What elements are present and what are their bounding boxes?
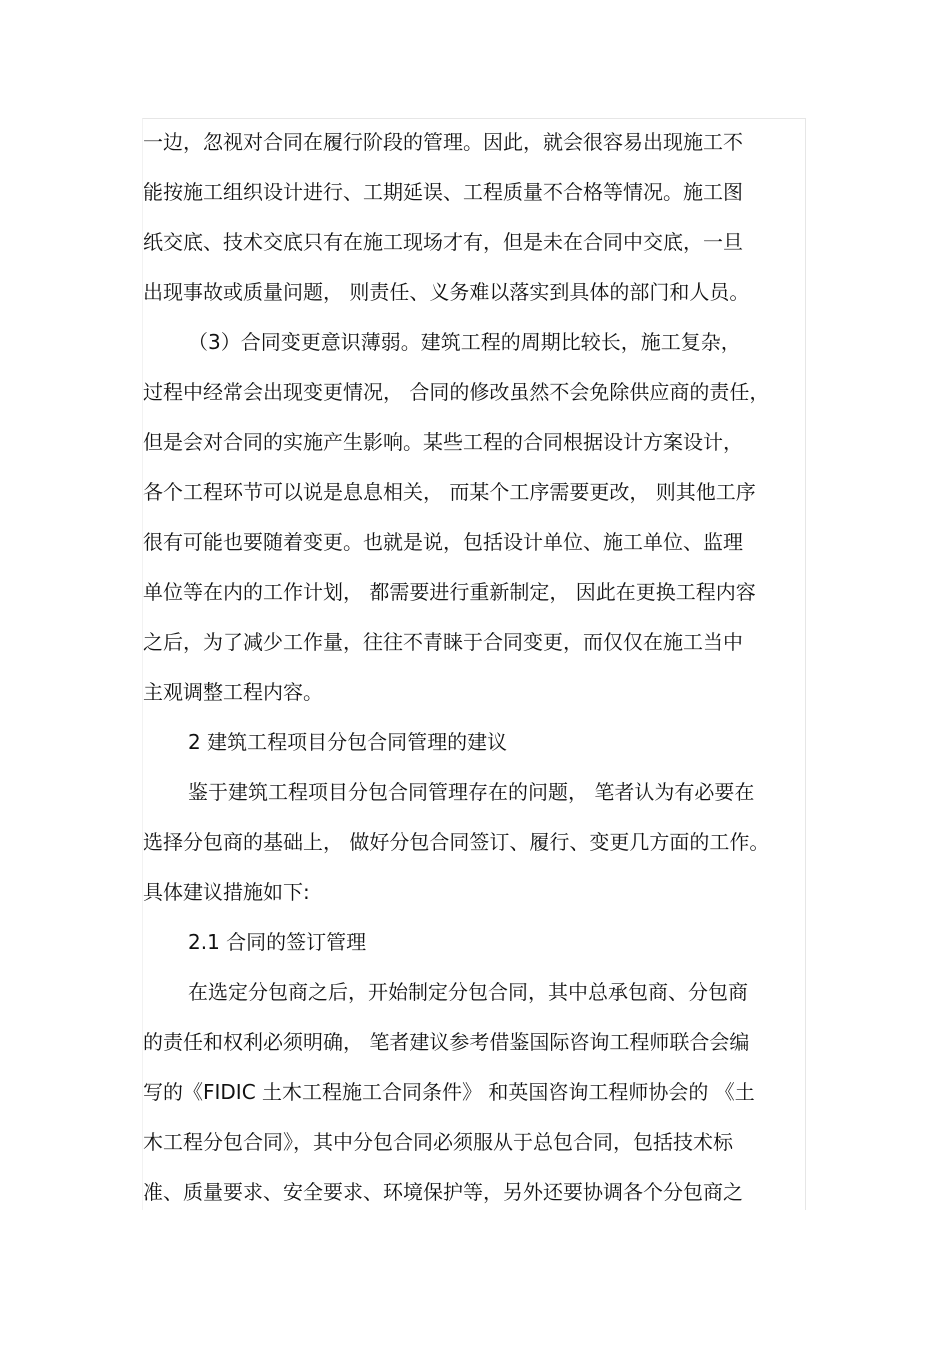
text-line: 很有可能也要随着变更。也就是说，包括设计单位、施工单位、监理: [143, 530, 743, 554]
text-line: 各个工程环节可以说是息息相关， 而某个工序需要更改， 则其他工序: [143, 480, 756, 504]
document-body: [143, 122, 808, 1222]
text-line: 准、质量要求、安全要求、环境保护等，另外还要协调各个分包商之: [143, 1180, 743, 1204]
text-line: 具体建议措施如下:: [143, 880, 310, 904]
text-line: 纸交底、技术交底只有在施工现场才有，但是未在合同中交底，一旦: [143, 230, 743, 254]
text-line: 过程中经常会出现变更情况， 合同的修改虽然不会免除供应商的责任，: [143, 380, 770, 404]
text-line: 的责任和权利必须明确， 笔者建议参考借鉴国际咨询工程师联合会编: [143, 1030, 750, 1054]
section-heading: 2 建筑工程项目分包合同管理的建议: [188, 730, 508, 754]
text-line: 写的《FIDIC 土木工程施工合同条件》 和英国咨询工程师协会的 《土: [143, 1080, 755, 1104]
subsection-heading: 2.1 合同的签订管理: [188, 930, 367, 954]
text-line: 单位等在内的工作计划， 都需要进行重新制定， 因此在更换工程内容: [143, 580, 756, 604]
text-line: 一边，忽视对合同在履行阶段的管理。因此，就会很容易出现施工不: [143, 130, 743, 154]
text-line: 之后，为了减少工作量，往往不青睐于合同变更，而仅仅在施工当中: [143, 630, 743, 654]
text-line: （3）合同变更意识薄弱。建筑工程的周期比较长，施工复杂，: [188, 330, 741, 354]
text-line: 鉴于建筑工程项目分包合同管理存在的问题， 笔者认为有必要在: [188, 780, 755, 804]
text-line: 在选定分包商之后，开始制定分包合同，其中总承包商、分包商: [188, 980, 748, 1004]
text-line: 选择分包商的基础上， 做好分包合同签订、履行、变更几方面的工作。: [143, 830, 770, 854]
text-line: 主观调整工程内容。: [143, 680, 323, 704]
text-line: 但是会对合同的实施产生影响。某些工程的合同根据设计方案设计，: [143, 430, 743, 454]
text-line: 木工程分包合同》，其中分包合同必须服从于总包合同，包括技术标: [143, 1130, 733, 1154]
text-line: 出现事故或质量问题， 则责任、义务难以落实到具体的部门和人员。: [143, 280, 750, 304]
text-line: 能按施工组织设计进行、工期延误、工程质量不合格等情况。施工图: [143, 180, 743, 204]
